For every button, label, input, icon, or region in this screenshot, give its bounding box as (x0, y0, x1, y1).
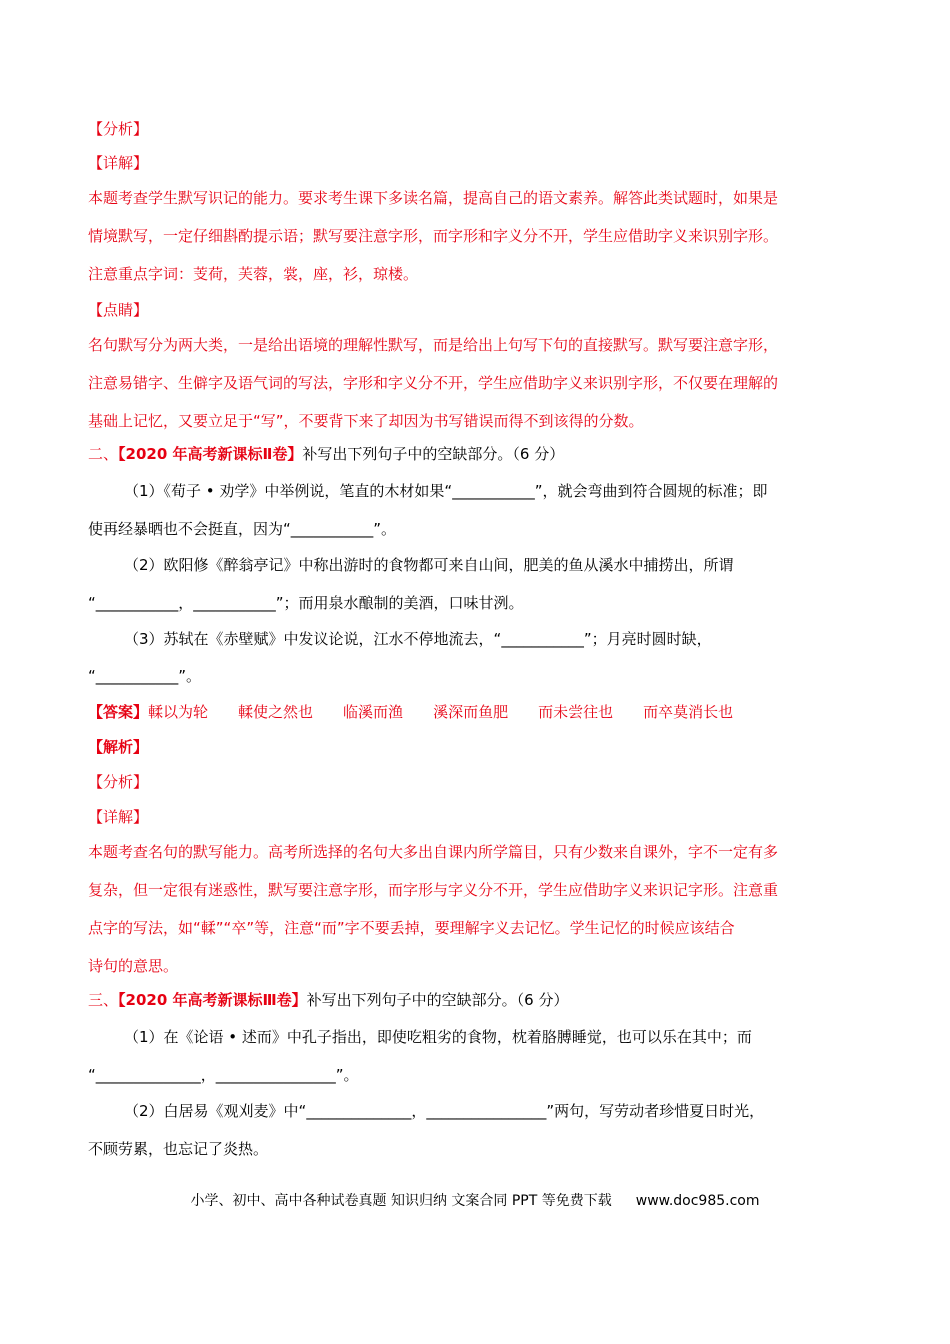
tip-line: 基础上记忆，又要立足于“写”，不要背下来了却因为书写错误而得不到该得的分数。 (88, 412, 644, 430)
explain-heading: 【解析】 (88, 738, 149, 756)
answer-heading: 【答案】 (88, 703, 149, 721)
question-item: “______________，________________”。 (88, 1066, 359, 1084)
answer-item: 溪深而鱼肥 (433, 703, 509, 721)
question-item: （2）白居易《观刈麦》中“______________，________________”两句，写劳动者珍惜夏日时光， (124, 1102, 765, 1120)
question-item: （3）苏轼在《赤壁赋》中发议论说，江水不停地流去，“___________”；月亮时圆时缺， (124, 630, 712, 648)
question-number: 三、 (88, 991, 119, 1009)
analysis-heading: 【分析】 (88, 773, 149, 791)
question-source: 【2020 年高考新课标Ⅱ卷】 (118, 445, 303, 463)
footer-site: www.doc985.com (635, 1193, 760, 1209)
tip-line: 注意易错字、生僻字及语气词的写法，字形和字义分不开，学生应借助字义来识别字形，不仅要在理解的 (88, 374, 779, 392)
page-footer (0, 1190, 950, 1210)
answer-item: 而未尝往也 (538, 703, 614, 721)
question-item: 使再经暴晒也不会挺直，因为“___________”。 (88, 520, 397, 538)
detail-line: 复杂，但一定很有迷惑性，默写要注意字形，而字形与字义分不开，学生应借助字义来识记字形。注意重 (88, 881, 779, 899)
question-number: 二、 (88, 445, 119, 463)
analysis-heading: 【分析】 (88, 120, 149, 138)
detail-line: 诗句的意思。 (88, 957, 179, 975)
detail-line: 本题考查学生默写识记的能力。要求考生课下多读名篇，提高自己的语文素养。解答此类试题时，如果是 (88, 189, 779, 207)
detail-line: 注意重点字词：芰荷，芙蓉，裳，座，衫，琼楼。 (88, 265, 419, 283)
question-2-header (88, 443, 564, 465)
question-item: “___________”。 (88, 667, 202, 685)
question-stem: 补写出下列句子中的空缺部分。（6 分） (306, 991, 569, 1009)
footer-text: 小学、初中、高中各种试卷真题 知识归纳 文案合同 PPT 等免费下载 (190, 1193, 612, 1209)
question-source: 【2020 年高考新课标Ⅲ卷】 (118, 991, 307, 1009)
detail-heading: 【详解】 (88, 154, 149, 172)
detail-heading: 【详解】 (88, 808, 149, 826)
answer-item: 輮以为轮 (148, 703, 209, 721)
detail-line: 情境默写，一定仔细斟酌提示语；默写要注意字形，而字形和字义分不开，学生应借助字义来识别字形。 (88, 227, 779, 245)
detail-line: 点字的写法，如“輮”“卒”等，注意“而”字不要丢掉，要理解字义去记忆。学生记忆的时候应该结合 (88, 919, 735, 937)
detail-line: 本题考查名句的默写能力。高考所选择的名句大多出自课内所学篇目，只有少数来自课外，字不一定有多 (88, 843, 779, 861)
question-3-header (88, 989, 569, 1011)
question-item: （2）欧阳修《醉翁亭记》中称出游时的食物都可来自山间，肥美的鱼从溪水中捕捞出，所谓 (124, 556, 734, 574)
tip-line: 名句默写分为两大类，一是给出语境的理解性默写，而是给出上句写下句的直接默写。默写要注意字形， (88, 336, 779, 354)
question-item: （1）在《论语 • 述而》中孔子指出，即使吃粗劣的食物，枕着胳膊睡觉，也可以乐在其中；而 (124, 1028, 752, 1046)
question-stem: 补写出下列句子中的空缺部分。（6 分） (302, 445, 565, 463)
question-item: “___________，___________”；而用泉水酿制的美酒，口味甘洌。 (88, 594, 524, 612)
answer-item: 輮使之然也 (238, 703, 314, 721)
answer-line (88, 701, 733, 723)
tip-heading: 【点睛】 (88, 301, 149, 319)
question-item: （1）《荀子 • 劝学》中举例说，笔直的木材如果“___________”，就会弯曲到符合圆规的标准；即 (124, 482, 768, 500)
answer-item: 而卒莫消长也 (643, 703, 734, 721)
question-item: 不顾劳累，也忘记了炎热。 (88, 1140, 269, 1158)
answer-item: 临溪而渔 (343, 703, 404, 721)
